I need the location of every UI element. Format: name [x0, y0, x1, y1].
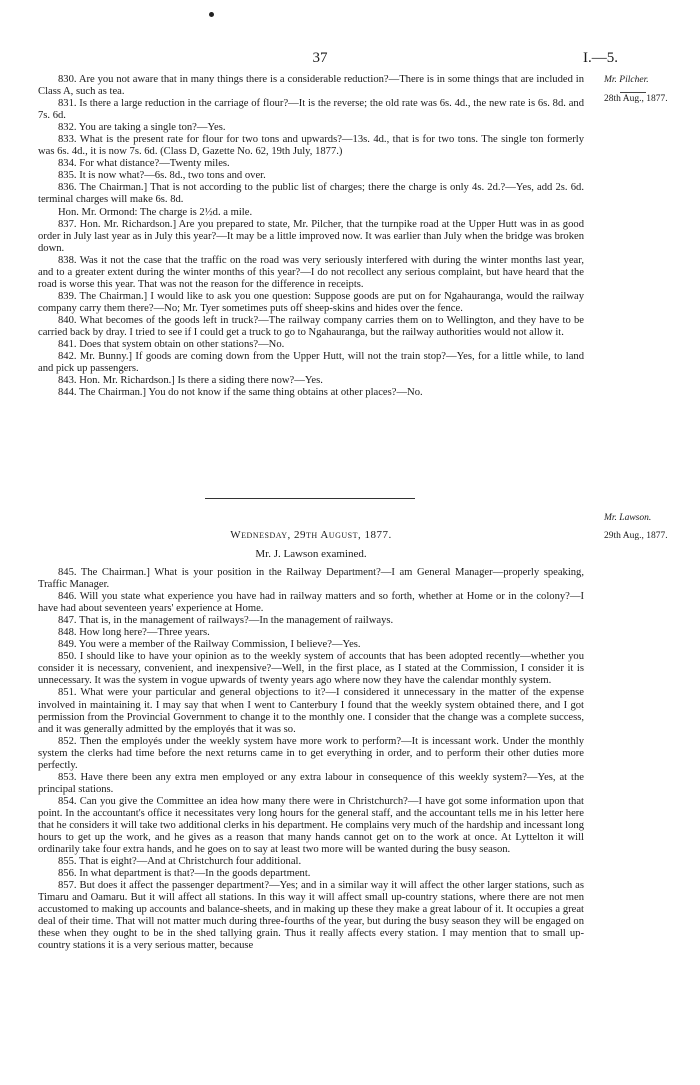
testimony-paragraph: 832. You are taking a single ton?—Yes. — [58, 122, 226, 134]
sidenote-date-29-aug: 29th Aug., 1877. — [604, 531, 668, 541]
testimony-paragraph: 847. That is, in the management of railways?—In the management of railways. — [58, 615, 394, 627]
testimony-paragraph: 831. Is there a large reduction in the carriage of flour?—It is the reverse; the old rate was 6s. 4d., the new rate is 6s. 8d. and 7s. 6d. — [38, 98, 584, 122]
testimony-paragraph: 846. Will you state what experience you have had in railway matters and so forth, whether at Home or in the colony?—I have had about seventeen years' experience at Home. — [38, 591, 584, 615]
sidenote-rule — [620, 92, 646, 93]
testimony-section-1 — [38, 74, 584, 399]
testimony-paragraph: Hon. Mr. Ormond: The charge is 2½d. a mile. — [58, 206, 253, 218]
testimony-paragraph: 853. Have there been any extra men employed or any extra labour in consequence of this weekly system?—Yes, at the principal stations. — [38, 771, 584, 795]
sidenote-date-28-aug: 28th Aug., 1877. — [604, 94, 668, 104]
testimony-paragraph: 856. In what department is that?—In the goods department. — [58, 868, 311, 880]
section-separator — [205, 498, 415, 499]
printer-mark — [209, 12, 214, 17]
testimony-paragraph: 852. Then the employés under the weekly system have more work to perform?—It is incessant work. Under the monthly system the clerks had time before the next returns came in to get everything in order, and to perform their other duties more perfectly. — [38, 735, 584, 771]
testimony-paragraph: 850. I should like to have your opinion as to the weekly system of accounts that has been adopted recently—whether you consider it is necessary, convenient, and inexpensive?—Well, in the first place, as I stated at the Commission, I consider it is unnecessary. It was the system in vogue upwards of twenty years ago where now they have the calendar monthly system. — [38, 651, 584, 687]
testimony-paragraph: 855. That is eight?—And at Christchurch four additional. — [58, 856, 302, 868]
testimony-section-2 — [38, 567, 584, 953]
date-heading: Wednesday, 29th August, 1877. — [230, 529, 392, 541]
testimony-paragraph: 840. What becomes of the goods left in truck?—The railway company carries them on to Wellington, and they have to be carried back by dray. I tried to see if I could get a truck to go to Ngahauranga, but the railway authorities would not allow it. — [38, 314, 584, 338]
testimony-paragraph: 857. But does it affect the passenger department?—Yes; and in a similar way it will affect the other larger stations, such as Timaru and Oamaru. But it will affect all stations. In this way it will affect small up-country stations, where there are not men accustomed to making up accounts and balance-sheets, and in making up these they make a great labour of it. It occupies a great deal of their time. That will not matter much during three-fourths of the year, but during the busy season they will be engaged on these when they ought to be in the shed tallying grain. Thus it really affects every station. I may mention that to small up-country stations it is a very serious matter, because — [38, 880, 584, 952]
testimony-paragraph: 854. Can you give the Committee an idea how many there were in Christchurch?—I have got some information upon that point. In the accountant's office it necessitates very long hours for the general staff, and the accountant tells me in his letter here that he considers it will take two additional clerks in his department. He complains very much of the hardship and incessant long hours to get up the work, and he gives as a reason that many hands cannot get on to the work at once. At Lyttelton it will ordinarily take four extra hands, and he goes on to say at least two more will be wanted during the busy season. — [38, 795, 584, 856]
page-number: 37 — [312, 50, 328, 66]
sidenote-witness-lawson: Mr. Lawson. — [604, 513, 652, 523]
testimony-paragraph: 836. The Chairman.] That is not according to the public list of charges; there the charge is only 4s. 2d.?—Yes, add 2s. 6d. terminal charges will make 6s. 8d. — [38, 182, 584, 206]
testimony-paragraph: 833. What is the present rate for flour for two tons and upwards?—13s. 4d., that is for two tons. The single ton formerly was 6s. 4d., it is now 7s. 6d. (Class D, Gazette No. 62, 19th July, 1877.) — [38, 134, 584, 158]
testimony-paragraph: 834. For what distance?—Twenty miles. — [58, 158, 230, 170]
testimony-paragraph: 851. What were your particular and general objections to it?—I considered it unnecessary in the matter of the expense involved in maintaining it. I may say that when I went to Canterbury I found that the weekly system obtained there, and I got permission from the Provincial Government to change it to the monthly one. I consider that the change was a complete success, and it was generally admitted by the employés that it was so. — [38, 687, 584, 735]
testimony-paragraph: 844. The Chairman.] You do not know if the same thing obtains at other places?—No. — [58, 387, 423, 399]
testimony-paragraph: 843. Hon. Mr. Richardson.] Is there a siding there now?—Yes. — [58, 375, 323, 387]
sidenote-witness-pilcher: Mr. Pilcher. — [604, 75, 649, 85]
testimony-paragraph: 837. Hon. Mr. Richardson.] Are you prepared to state, Mr. Pilcher, that the turnpike road at the Upper Hutt was in as good order in July last year as in July this year?—It may be a little improved now. It was earlier than July when the bridge was broken down. — [38, 218, 584, 254]
witness-examined-heading: Mr. J. Lawson examined. — [255, 548, 367, 560]
testimony-paragraph: 845. The Chairman.] What is your position in the Railway Department?—I am General Manager—properly speaking, Traffic Manager. — [38, 567, 584, 591]
series-number: I.—5. — [583, 50, 618, 66]
testimony-paragraph: 830. Are you not aware that in many things there is a considerable reduction?—There is in some things that are included in Class A, such as tea. — [38, 74, 584, 98]
testimony-paragraph: 849. You were a member of the Railway Commission, I believe?—Yes. — [58, 639, 361, 651]
testimony-paragraph: 835. It is now what?—6s. 8d., two tons and over. — [58, 170, 266, 182]
testimony-paragraph: 842. Mr. Bunny.] If goods are coming down from the Upper Hutt, will not the train stop?—Yes, for a little while, to land and pick up passengers. — [38, 351, 584, 375]
testimony-paragraph: 838. Was it not the case that the traffic on the road was very seriously interfered with during the winter months last year, and to a greater extent during the winter months of this year?—I do not recollect any serious complaint, but have heard that the road is worse this year. That was not the reason for the difference in receipts. — [38, 254, 584, 290]
testimony-paragraph: 839. The Chairman.] I would like to ask you one question: Suppose goods are put on for Ngahauranga, would the railway company carry them there?—No; Mr. Tyer sometimes puts off sheep-skins and hides over the fence. — [38, 290, 584, 314]
testimony-paragraph: 848. How long here?—Three years. — [58, 627, 210, 639]
testimony-paragraph: 841. Does that system obtain on other stations?—No. — [58, 339, 285, 351]
